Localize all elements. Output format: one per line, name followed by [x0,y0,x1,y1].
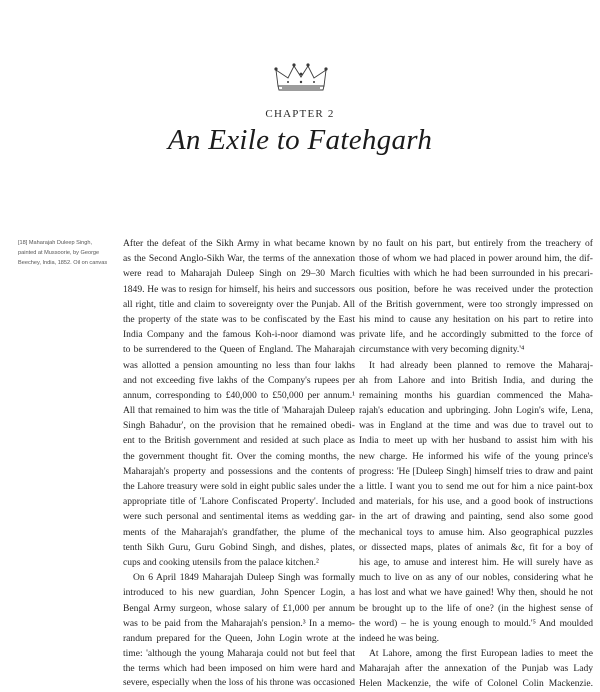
body-text-line: the government thought fit. Over the coming months, the [123,450,355,462]
body-text-line: the terms which had been imposed on him were hard and [123,663,355,675]
body-text-line: India Company and the famous Koh-i-noor diamond was [123,329,355,341]
body-text-line: the property of the state was to be confiscated by the East [123,313,355,325]
body-text-line: circumstance with very becoming dignity.'⁴ [359,344,525,356]
body-text-line: his age, to amuse and interest him. He will surely have as [359,556,593,568]
body-text-line: private life, and he accordingly submitted to the force of [359,329,593,341]
body-text-line: were such personal and sentimental items as wedding gar- [123,511,355,523]
body-text-line: introduced to his new guardian, John Spencer Login, a [123,587,355,599]
body-text-line: Maharajah after the annexation of the Punjab was Lady [359,663,593,675]
body-text-line: It had already been planned to remove the Maharaj- [369,359,593,371]
body-text-line: 1849. He was to resign for himself, his heirs and successors [123,283,355,295]
body-text-line: be brought up to the life of one? (in the highest sense of [359,602,593,614]
chapter-title: An Exile to Fatehgarh [167,124,433,156]
body-text-line: and materials, for his use, and a good book of instructions [359,496,593,508]
body-text-line: rajah's education and upbringing. John Login's wife, Lena, [359,405,593,417]
body-text-line: by no fault on his part, but entirely from the treachery of [359,238,593,249]
caption-line: [18] Maharajah Duleep Singh, [18,240,93,246]
body-text-line: Bengal Army surgeon, whose salary of £1,000 per annum [123,602,355,614]
body-column-right [359,236,593,692]
body-text-line: indeed he was being. [359,632,440,644]
body-text-line: to be surrendered to the Queen of England. The Maharajah [123,344,355,356]
body-text-line: new charge. He informed his wife of the young prince's [359,450,593,462]
body-text-line: cups and cooking utensils from the palace kitchen.² [123,556,319,568]
body-text-line: mechanical toys to amuse him. Also geographical puzzles [359,526,593,538]
body-text-line: was in England at the time and was due to travel out to [359,420,593,432]
body-text-line: Maharajah's property and possessions and the contents of [123,465,355,477]
body-text-line: as the Second Anglo-Sikh War, the terms of the annexation [123,253,355,265]
body-text-line: the word) – he is young enough to mould.'⁵ And moulded [359,617,593,629]
body-text-line: ah from Lahore and into British India, and during the [359,374,593,386]
body-text-line: time: 'although the young Maharaja could not but feel that [123,648,355,660]
body-text-line: all right, title and claim to sovereignty over the Punjab. All [123,298,355,310]
body-text-line: Helen Mackenzie, the wife of Colonel Colin Mackenzie. [359,678,593,690]
body-text-line: was allotted a pension amounting no less than four lakhs [123,359,355,371]
body-text-line: or dissected maps, plates of animals &c, fit for a boy of [359,541,593,553]
body-text-line: ficulties with which he had been surrounded in his precari- [359,268,593,280]
body-text-line: On 6 April 1849 Maharajah Duleep Singh was formally [133,572,355,584]
crown-ornament-icon [270,62,332,94]
body-text-line: progress: 'He [Duleep Singh] himself tries to draw and paint [359,465,593,477]
caption-line: painted at Mussoorie, by George [18,250,100,256]
body-text-line: All that remained to him was the title of 'Maharajah Duleep [123,405,355,417]
body-text-line: a little. I want you to send me out for him a nice paint-box [359,481,593,492]
body-text-line: Singh Bahadur', on the provision that he remained obedi- [123,420,355,432]
body-text-line: ments of the Maharajah's grandfather, the plume of the [123,526,355,538]
body-text-line: in the art of drawing and painting, send also some good [359,511,593,523]
body-text-line: were read to Maharajah Duleep Singh on 29–30 March [123,268,355,280]
body-text-line: ous position, before he was received under the protection [359,283,593,295]
body-text-line: India to meet up with her husband to assist him with his [359,435,593,447]
body-text-line: remaining months his guardian commenced the Maha- [359,389,593,401]
caption-line: Beechey, India, 1852. Oil on canvas [18,260,108,266]
body-text-line: of the British government, were too strongly impressed on [359,298,593,310]
body-text-line: At Lahore, among the first European ladies to meet the [369,648,593,660]
body-text-line: those of whom we had placed in power around him, the dif- [359,253,593,265]
body-text-line: annum, corresponding to £40,000 to £50,000 per annum.¹ [123,389,355,401]
body-text-line: the Lahore treasury were sold in eight public sales under the [123,481,355,492]
body-text-line: was to be paid from the Maharajah's pension.³ In a memo- [123,617,355,629]
body-column-left [123,236,355,692]
body-text-line: appropriate title of 'Lahore Confiscated Property'. Included [123,496,355,508]
body-text-line: randum prepared for the Queen, John Login wrote at the [123,632,355,644]
figure-caption [18,238,106,268]
body-text-line: has lost and what we have gained! Why then, should he not [359,587,593,599]
body-text-line: much to live on as any of our nobles, considering what he [359,572,593,584]
body-text-line: and not exceeding five lakhs of the Company's rupees per [123,374,355,386]
chapter-label: CHAPTER 2 [265,108,335,120]
body-text-line: his mind to cause any hesitation on his part to retire into [359,313,593,325]
body-text-line: ent to the British government and resided at such place as [123,435,355,447]
body-text-line: severe, especially when the loss of his throne was occasioned [123,678,355,689]
body-text-line: tenth Sikh Guru, Guru Gobind Singh, and dishes, plates, [123,541,355,553]
body-text-line: After the defeat of the Sikh Army in what became known [123,238,355,249]
